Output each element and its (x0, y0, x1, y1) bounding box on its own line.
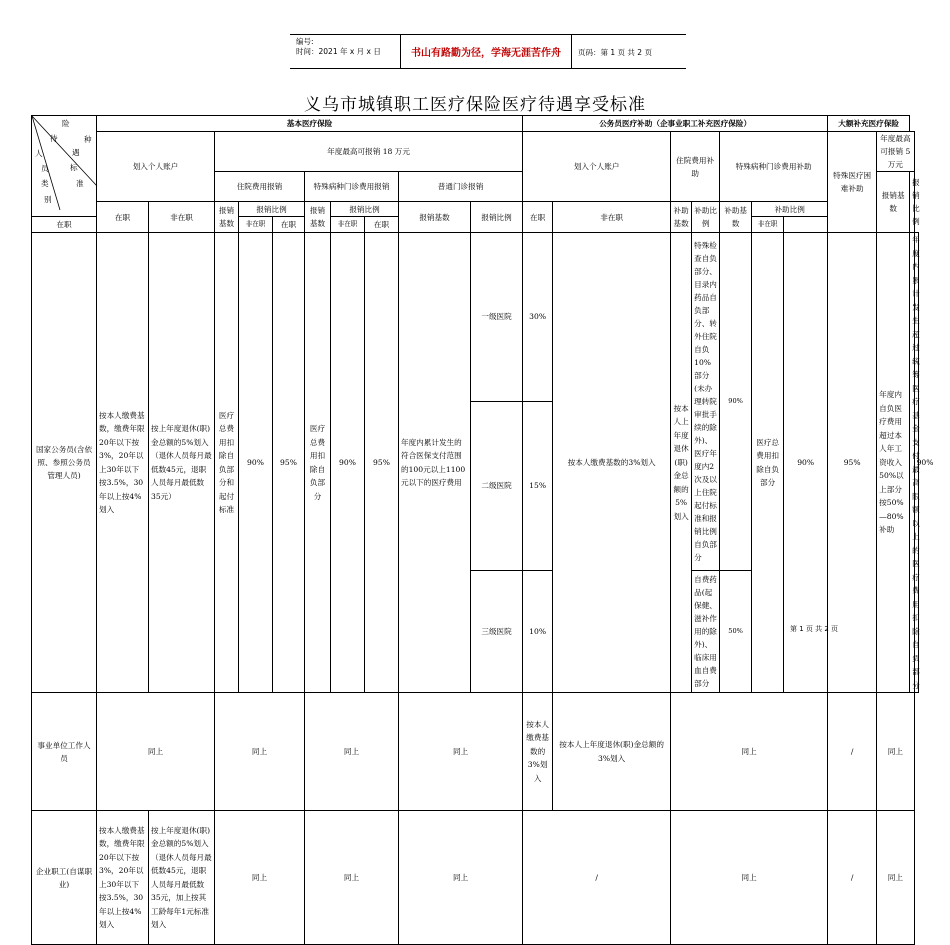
civil-special-header: 特殊病种门诊费用补助 (720, 132, 828, 202)
op-base-cell: 年度内累计发生的符合医保支付范围的100元以上1100元以下的医疗费用 (399, 233, 471, 693)
group-major: 大额补充医疗保险 (828, 116, 910, 132)
same-cell: 同上 (399, 811, 523, 945)
major-ratio-header: 报销比例 (910, 172, 914, 233)
civ-acct-employed-header: 在职 (523, 202, 553, 233)
group-civil: 公务员医疗补助（企事业职工补充医疗保险） (523, 116, 828, 132)
acct-retired-header: 非在职 (149, 202, 215, 233)
civ-acct-cell: / (523, 811, 671, 945)
hardship-cell: / (828, 811, 877, 945)
benefits-table (31, 115, 934, 945)
civ-sp-base-cell: 医疗总费用扣除自负部分 (752, 233, 784, 693)
corner-header (32, 116, 97, 217)
corner-label: 待 (50, 134, 58, 143)
civ-sp-retired-cell: 95% (828, 233, 877, 693)
op-level-ratio: 30% (523, 233, 553, 402)
acct-employed-header: 在职 (97, 202, 149, 233)
major-base-header: 报销基数 (877, 172, 910, 233)
corner-label: 遇 (72, 148, 80, 157)
inp-retired-cell: 95% (273, 233, 305, 693)
page-footer: 第 1 页 共 2 页 (790, 625, 839, 633)
civ-inp-base-cell: 自费药品(起保健、滋补作用的除外)、临床用血自费部分 (692, 570, 720, 692)
sp-base-cell: 医疗总费用扣除自负部分 (305, 233, 331, 693)
same-cell: 同上 (305, 693, 399, 811)
major-ratio-cell: 90% (914, 233, 918, 693)
major-base-cell: 年度内累计发生超过统筹医疗基金支付最高限额以上的医疗费用扣除自负部分 (910, 233, 914, 693)
hardship-cell: / (828, 693, 877, 811)
sp-retired-cell: 95% (365, 233, 399, 693)
civ-sp-employed-cell: 90% (784, 233, 828, 693)
civ-acct-employed-cell: 按本人缴费基数的3%划入 (553, 233, 671, 693)
row-label-civil-servant: 国家公务员(含依照、参照公务员管理人员) (32, 233, 97, 693)
annual-max-basic: 年度最高可报销 18 万元 (215, 132, 523, 172)
inp-employed-header: 在职 (32, 217, 97, 233)
op-level-ratio: 10% (523, 570, 553, 692)
civ-inp-base-header: 补助基数 (671, 202, 692, 233)
header-page-info: 页码：第 1 页 共 2 页 (578, 48, 652, 57)
same-cell: 同上 (97, 693, 215, 811)
same-cell: 同上 (877, 693, 914, 811)
inp-base-header: 报销基数 (215, 202, 239, 233)
civ-inp-ratio-header: 补助比例 (692, 202, 720, 233)
inpatient-header: 住院费用报销 (215, 172, 305, 202)
acct-employed-cell: 按本人缴费基数，缴费年限20年以下按3%，20年以上30年以下按3.5%，30年以上按4%划入 (97, 811, 149, 945)
sp-ratio-header: 报销比例 (331, 202, 399, 217)
page-title: 义乌市城镇职工医疗保险医疗待遇享受标准 (304, 95, 646, 115)
number-label: 编号: (296, 37, 314, 46)
civil-inpatient-header: 住院费用补助 (671, 132, 720, 202)
inp-base-cell: 医疗总费用扣除自负部分和起付标准 (215, 233, 239, 693)
page-header (290, 34, 686, 69)
motto: 书山有路勤为径，学海无涯苦作舟 (400, 35, 572, 68)
outpatient-header: 普通门诊报销 (399, 172, 523, 202)
civ-acct-retired-cell: 按本人上年度退休(职)金总额的5%划入 (671, 233, 692, 693)
corner-label: 准 (76, 179, 84, 188)
civ-sp-base-header: 补助基数 (720, 202, 752, 233)
civ-acct-employed-cell: 按本人缴费基数的3%划入 (523, 693, 553, 811)
same-cell: 同上 (215, 811, 305, 945)
civil-personal-header: 划入个人账户 (523, 132, 671, 202)
row-label-institution: 事业单位工作人员 (32, 693, 97, 811)
corner-label: 类 (41, 179, 49, 188)
op-level-name: 三级医院 (471, 570, 523, 692)
hardship-cell: 年度内自负医疗费用超过本人年工资收入50%以上部分按50%—80%补助 (877, 233, 910, 693)
acct-employed-cell: 按本人缴费基数，缴费年限20年以下按3%，20年以上30年以下按3.5%，30年以上按4%划入 (97, 233, 149, 693)
civ-sp-ratio-header: 补助比例 (752, 202, 828, 217)
same-cell: 同上 (305, 811, 399, 945)
sp-retired-header: 非在职 (331, 217, 365, 233)
row-label-enterprise: 企业职工(自谋职业) (32, 811, 97, 945)
corner-label: 别 (44, 195, 52, 204)
inp-ratio-header: 报销比例 (239, 202, 305, 217)
annual-max-major: 年度最高可报销 5 万元 (877, 132, 914, 172)
sp-employed-header: 在职 (273, 217, 305, 233)
corner-label: 员 (41, 164, 49, 173)
civ-inp-base-cell: 特殊检查自负部分、目录内药品自负部分、转外住院自负10%部分(未办理转院审批手续的除外)、医疗年度内2次及以上住院起付标准和报销比例自负部分 (692, 233, 720, 571)
corner-label: 险 (62, 119, 70, 128)
op-base-header: 报销基数 (399, 202, 471, 233)
special-header: 特殊病种门诊费用报销 (305, 172, 399, 202)
civ-sp-retired-header: 非在职 (752, 217, 784, 233)
acct-retired-cell: 按上年度退休(职)金总额的5%划入（退休人员每月最低数45元，退职人员每月最低数35元） (149, 233, 215, 693)
same-cell: 同上 (399, 693, 523, 811)
civ-inp-ratio-cell: 50% (720, 570, 752, 692)
inp-employed-cell: 90% (239, 233, 273, 693)
acct-retired-cell: 按上年度退休(职)金总额的5%划入（退休人员每月最低数45元，退职人员每月最低数35元，加上按其工龄每年1元标准划入 (149, 811, 215, 945)
sp-base-header: 报销基数 (305, 202, 331, 233)
header-meta (296, 37, 381, 57)
sp-employed-cell: 90% (331, 233, 365, 693)
op-level-ratio: 15% (523, 401, 553, 570)
op-level-name: 二级医院 (471, 401, 523, 570)
same-cell: 同上 (215, 693, 305, 811)
personal-account-header: 划入个人账户 (97, 132, 215, 202)
corner-label: 人 (35, 149, 43, 158)
same-cell: 同上 (877, 811, 914, 945)
civ-sp-employed-header: 在职 (365, 217, 399, 233)
same-cell: 同上 (671, 693, 828, 811)
op-ratio-header: 报销比例 (471, 202, 523, 233)
group-basic: 基本医疗保险 (97, 116, 523, 132)
time-label: 时间：2021 年 x 月 x 日 (296, 47, 381, 56)
op-level-name: 一级医院 (471, 233, 523, 402)
corner-label: 标 (70, 163, 78, 172)
civ-acct-retired-cell: 按本人上年度退休(职)金总额的3%划入 (553, 693, 671, 811)
civ-inp-ratio-cell: 90% (720, 233, 752, 571)
corner-label: 种 (84, 135, 92, 144)
civil-hardship-header: 特殊医疗困难补助 (828, 132, 877, 233)
inp-retired-header: 非在职 (239, 217, 273, 233)
civ-acct-retired-header: 非在职 (553, 202, 671, 233)
same-cell: 同上 (671, 811, 828, 945)
